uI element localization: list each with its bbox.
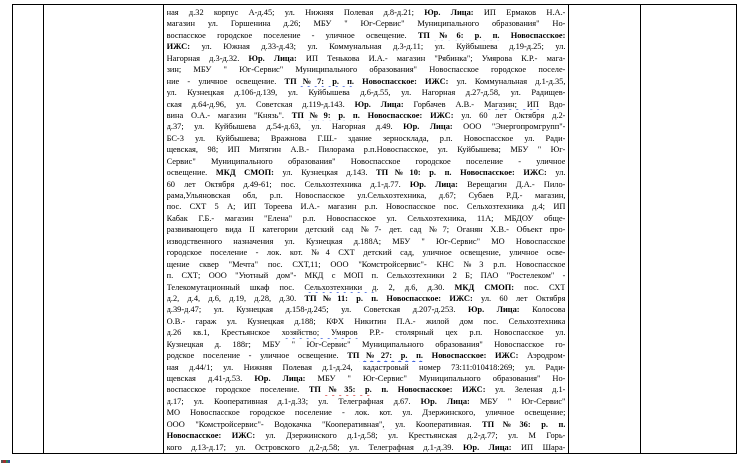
text-line: рама,Ульяновская обл, р.п. Новоспасское ул.Сельхозтехника, д.67; Субаев Р.Д.- магазин, [166, 191, 566, 200]
text-line: д.39-д.47; ул. Кузнецкая д.158-д.245; ул. Советская д.207-д.253. Юр. Лица: Колосова [166, 305, 566, 315]
text-line: ная д.32 корпус А-д.45; ул. Нижняя Полевая д.8-д.21; Юр. Лица: ИП Ермаков Н.А.- [166, 8, 566, 17]
text-line: ние - уличное освещение. ТП№7: р. п. Новоспасское: ИЖС: ул. Коммунальная д.1-д.35, [166, 76, 566, 86]
text-line: вина О.А.- магазин "Князь". ТП№9: р. п. Новоспасское: ИЖС: ул. 60 лет Октября д.2- [166, 110, 566, 120]
text-line: Новоспасское: ИЖС: ул. Дзержинского д.1-д.58; ул. Крестьянская д.2-д.77; ул. М Горь- [166, 431, 566, 441]
text-line: ная д.44/1; ул. Нижняя Полевая д.1-д.24, кадастровый номер 73:11:010418:269; ул. Ради- [166, 362, 566, 372]
text-line: ИЖС: ул. Южная д.33-д.43; ул. Коммунальная д.3-д.11; ул. Куйбышева д.19-д.25; ул. [166, 42, 566, 52]
text-line: О.В.- гараж ул. Кузнецкая д.188; КФХ Никитин П.А.- жилой дом пос. Сельхозтехника [166, 316, 566, 326]
text-line: Нагорная д.3-д.32. Юр. Лица: ИП Тенькова И.А.- магазин "Рябинка"; Умярова К.Р.- мага- [166, 53, 566, 63]
text-line: городское поселение - лок. кот. №4 СХТ детский сад, уличное освещение, уличное осве- [166, 248, 566, 258]
text-line: п. СХТ; ООО "Уютный дом"- МКД с МОП п. Сельхозтехники 2 Б; ПАО "Ростелеком" - [166, 271, 566, 281]
text-line: пос. СХТ 5 А; ИП Тореева И.А.- магазин р.п. Новоспасское пос. Сельхозтехника д.4; ИП [166, 202, 566, 212]
text-line: щение сквер "Мечта" пос. СХТ,11; ООО "Комстройсервис"- КНС №3 р.п. Новоспасское [166, 259, 566, 269]
text-line: Сервис" Муниципального образования" Новоспасское городское поселение - уличное [166, 156, 566, 166]
text-line: кого д.13-д.17; ул. Островского д.2-д.58; ул. Телеграфная д.1-д.39. Юр. Лица: ИП Шара- [166, 442, 566, 452]
text-line: Кабак Г.Б.- магазин "Елена" р.п. Новоспасское ул. Сельхозтехника, 11А; МБДОУ обще- [166, 213, 566, 223]
text-line: магазин ул. Горшенина д.26; МБУ " Юг-Сервис" Муниципального образования" Но- [166, 19, 566, 29]
table-cell-empty-3 [569, 5, 641, 453]
table-cell-empty-2 [44, 5, 164, 453]
text-line: изводственного назначения ул. Кузнецкая д.188А; МБУ " Юг-Сервис" МО Новоспасское [166, 236, 566, 246]
text-line: 60 лет Октября д.49-61; пос. Сельхозтехника д.1-д.77. Юр. Лица: Верещагин Д.А.- Пило- [166, 179, 566, 189]
text-line: ул. Кузнецкая д.106-д.139, ул. Куйбышева д.6-д.55, ул. Нагорная д.27-д.58, ул. Радищев- [166, 88, 566, 98]
text-line: освещение. МКД СМОП: ул. Кузнецкая д.143. ТП№10: р. п. Новоспасское: ИЖС: ул. [166, 168, 566, 178]
text-line: родское поселение - уличное освещение. ТП№27: р. п. Новоспасское: ИЖС: Аэродром- [166, 351, 566, 361]
text-line: Кузнецкая д. 188г; МБУ " Юг-Сервис" Муниципального образования" Новоспасское го- [166, 339, 566, 349]
text-line: развивающего вида II категории детский сад №7- дет. сад №7; Оганян Х.В.- Объект про- [166, 225, 566, 235]
consumers-description-cell[interactable] [164, 5, 570, 453]
table-cell-empty-4 [641, 5, 736, 453]
page-corner-artifact [1, 460, 10, 463]
connection-points-table [12, 4, 737, 454]
text-line: д.17; ул. Кооперативная д.1-д.33; ул. Телеграфная д.67. Юр. Лица: МБУ " Юг-Сервис" [166, 396, 566, 406]
text-line: д.26 кв.1, Крестьянское хозяйство; Умяров Р.Р.- столярный цех р.п. Новоспасское ул. [166, 328, 566, 338]
text-line: ООО "Комстройсервис"- Водокачка "Кооперативная", ул. Кооперативная. ТП№36: р. п. [166, 419, 566, 429]
text-line: Телекомутационный шкаф пос. Сельхозтехники д. 2, д.6, д.30. МКД СМОП: пос. СХТ [166, 282, 566, 292]
text-line: ская д.64-д.96, ул. Советская д.119-д.143. Юр. Лица: Горбачев А.В.- Магазин; ИП Вдо- [166, 99, 566, 109]
text-line: воспасское городское поселение - уличное освещение. ТП№6: р. п. Новоспасское: [166, 30, 566, 40]
text-line: МО Новоспасское городское поселение - лок. кот. ул. Дзержинского, уличное освещение; [166, 408, 566, 418]
text-line: щевская д.41-д.53. Юр. Лица: МБУ " Юг-Сервис" Муниципального образования" Но- [166, 374, 566, 383]
table-cell-empty-1 [13, 5, 44, 453]
text-line: БС-3 ул. Куйбышева; Вражнова Г.Ш.- здание зерносклада, р.п. Новоспасское ул. Ради- [166, 133, 566, 143]
text-line: д.2, д.4, д.6, д.19, д.28, д.30. ТП№11: р. п. Новоспасское: ИЖС: ул. 60 лет Октября [166, 293, 566, 303]
text-line: д.37; ул. Куйбышева д.54-д.63, ул. Нагорная д.49. Юр. Лица: ООО "Энергопромгрупп"- [166, 122, 566, 132]
text-line: щевская, 98; ИП Митягин А.В.- Пилорама р.п.Новоспасское, ул. Куйбышева; МБУ " Юг- [166, 145, 566, 155]
text-line: воспасское городское поселение. ТП№35: р. п. Новоспасское: ИЖС: ул. Зеленая д.1- [166, 385, 566, 395]
text-line: зин; МБУ " Юг-Сервис" Муниципального образования" Новоспасское городское поселе- [166, 65, 566, 75]
